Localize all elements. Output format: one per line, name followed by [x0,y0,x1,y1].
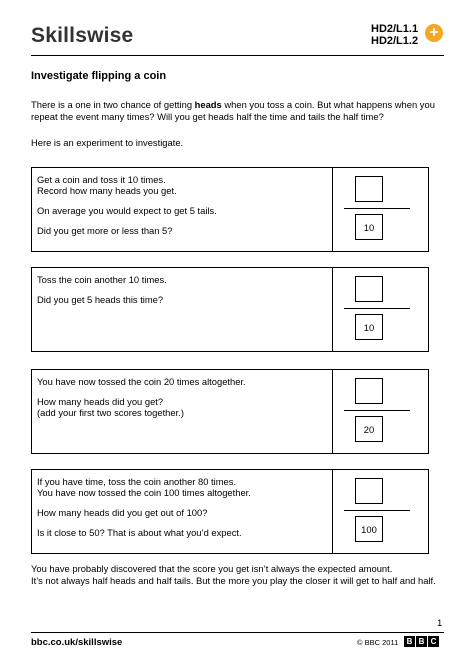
curriculum-code-2: HD2/L1.2 [371,35,419,47]
bbc-logo [404,636,439,647]
exercise-text-4 [37,476,327,547]
copyright-text: © BBC 2011 [357,638,399,647]
instruction-line: Did you get 5 heads this time? [37,294,164,305]
instruction-line: How many heads did you get out of 100? [37,507,208,518]
box-divider [332,370,333,453]
conclusion-line: You have probably discovered that the score you get isn’t always the expected amount. [31,563,393,574]
box-divider [332,168,333,251]
header-divider [31,55,444,56]
fraction-line [344,510,410,511]
instruction-line: If you have time, toss the coin another 80 times. [37,476,237,487]
exercise-box-4 [31,469,429,554]
box-divider [332,268,333,351]
total-tosses-box: 100 [355,516,383,542]
heads-answer-box[interactable] [355,478,383,504]
fraction-line [344,208,410,209]
intro-text-start: There is a one in two chance of getting [31,99,195,110]
worksheet-title: Investigate flipping a coin [31,70,167,82]
footer-divider [31,632,444,633]
intro-paragraph [31,99,451,123]
footer-url-link[interactable]: bbc.co.uk/skillswise [31,637,123,648]
conclusion-line: It’s not always half heads and half tails. But the more you play the closer it will get to half and half. [31,575,436,586]
instruction-line: On average you would expect to get 5 tails. [37,205,217,216]
intro-bold-word: heads [194,99,222,110]
instruction-line: You have now tossed the coin 20 times altogether. [37,376,246,387]
box-divider [332,470,333,553]
bbc-logo-letter: B [416,636,427,647]
instruction-line: Toss the coin another 10 times. [37,274,167,285]
instruction-line: (add your first two scores together.) [37,407,184,418]
exercise-text-2 [37,274,327,314]
page-number: 1 [437,618,443,629]
conclusion-paragraph [31,563,451,587]
intro-text-end: when you toss a coin. But what happens when you repeat the event many times? Will you get heads half the time and tails the half time? [31,99,435,122]
curriculum-code-1: HD2/L1.1 [371,23,419,35]
exercise-text-1 [37,174,327,245]
exercise-box-3 [31,369,429,454]
instruction-line: You have now tossed the coin 100 times altogether. [37,487,251,498]
plus-icon: + [425,24,443,42]
instruction-line: Get a coin and toss it 10 times. [37,174,166,185]
total-tosses-box: 10 [355,314,383,340]
curriculum-codes [371,23,418,47]
exercise-text-3 [37,376,327,427]
heads-answer-box[interactable] [355,276,383,302]
bbc-logo-letter: C [428,636,439,647]
bbc-logo-letter: B [404,636,415,647]
instruction-line: Did you get more or less than 5? [37,225,173,236]
experiment-intro: Here is an experiment to investigate. [31,137,184,148]
exercise-box-2 [31,267,429,352]
total-tosses-box: 20 [355,416,383,442]
total-tosses-box: 10 [355,214,383,240]
heads-answer-box[interactable] [355,378,383,404]
fraction-line [344,308,410,309]
heads-answer-box[interactable] [355,176,383,202]
instruction-line: How many heads did you get? [37,396,164,407]
instruction-line: Record how many heads you get. [37,185,177,196]
instruction-line: Is it close to 50? That is about what you’d expect. [37,527,242,538]
fraction-line [344,410,410,411]
exercise-box-1 [31,167,429,252]
skillswise-logo: Skillswise [31,24,134,47]
